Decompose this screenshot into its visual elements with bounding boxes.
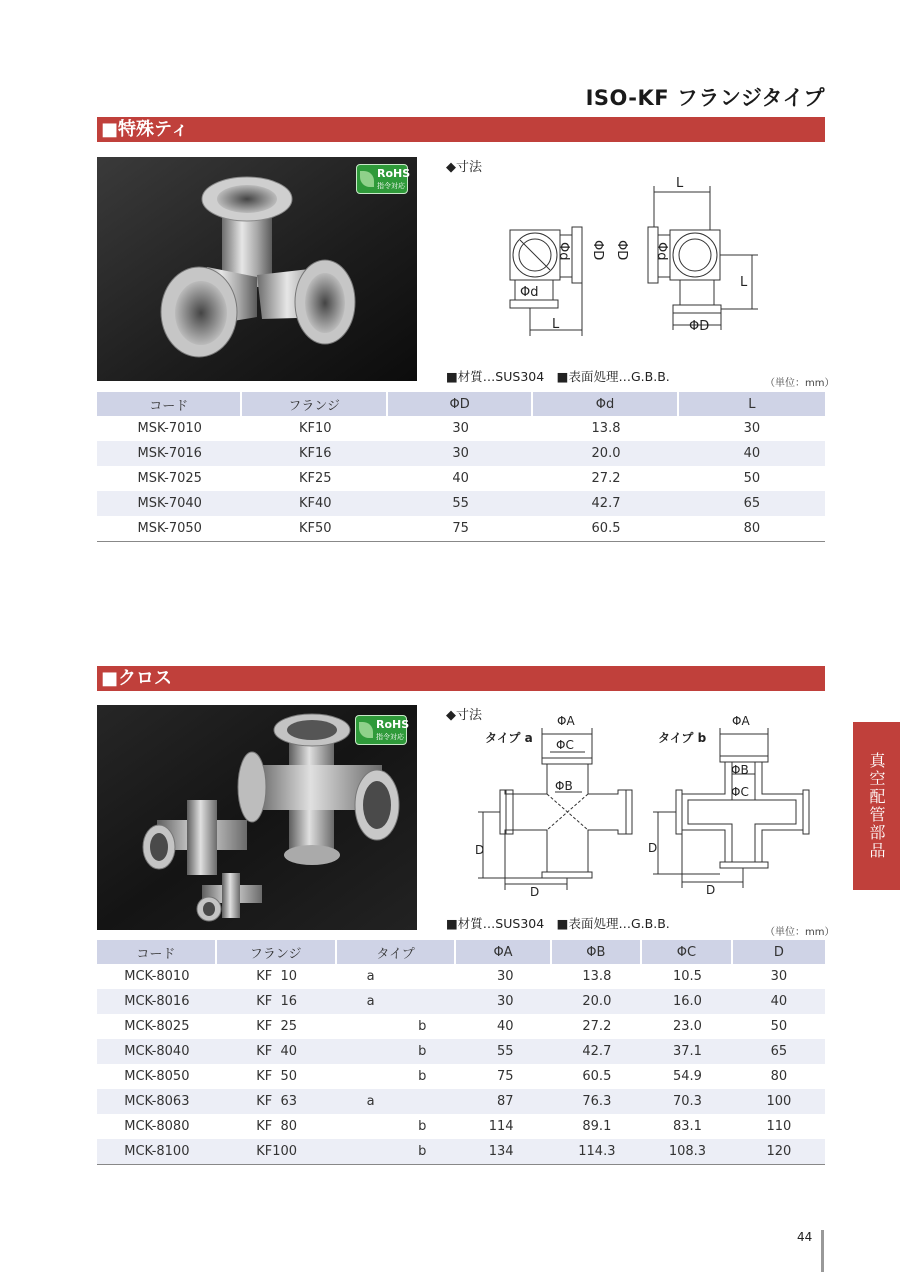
table-cell: a [337, 1089, 457, 1114]
table-cell: 55 [456, 1039, 551, 1064]
cross-b-label-D-horizontal: D [706, 883, 716, 897]
table-cell: KF 10 [256, 969, 298, 984]
table-cell: 13.8 [582, 969, 612, 984]
rohs-label: RoHS [376, 718, 410, 731]
column-header: ΦB [552, 940, 643, 964]
table-cell: MCK-8025 [124, 1019, 190, 1034]
table-row [97, 1039, 825, 1064]
rohs-sublabel: 指令対応 [376, 733, 404, 741]
column-header: ΦA [456, 940, 551, 964]
table-cell: 30 [497, 969, 514, 984]
tee-dimension-diagram [490, 170, 780, 345]
table-cell: KF 80 [256, 1119, 298, 1134]
table-cell: MCK-8080 [124, 1119, 190, 1134]
table-cell: 100 [733, 1089, 825, 1114]
section-title-cross: ■クロス [97, 666, 825, 691]
table-cell: 30 [770, 969, 788, 984]
table-cell: 40 [679, 441, 825, 466]
table-cell: KF25 [298, 471, 332, 486]
cross-material-note: ■材質…SUS304 ■表面処理…G.B.B. [446, 916, 670, 931]
table-cell: MSK-7025 [137, 471, 202, 486]
table-cell: b [337, 1039, 457, 1064]
column-header: コード [97, 940, 217, 964]
cross-type-b-label: タイプ b [658, 731, 707, 745]
table-cell: 54.9 [672, 1069, 702, 1084]
table-cell: MCK-8100 [97, 1139, 217, 1165]
table-cell: MCK-8040 [97, 1039, 217, 1064]
table-cell: 60.5 [533, 516, 678, 542]
rohs-badge [356, 164, 411, 194]
column-header: D [733, 940, 825, 964]
rohs-sublabel: 指令対応 [377, 182, 405, 190]
table-cell: 16.0 [642, 989, 733, 1014]
table-cell: 40 [497, 1019, 514, 1034]
tee-label-phi-d-left: Φd [556, 242, 571, 261]
cross-b-label-phi-A: ΦA [732, 714, 750, 728]
page-number: 44 [797, 1230, 813, 1244]
cross-b-label-phi-B: ΦB [731, 763, 749, 777]
cross-a-label-D-horizontal: D [530, 885, 540, 899]
tee-product-photo [97, 157, 417, 381]
table-cell: MSK-7016 [97, 441, 242, 466]
tee-material-note: ■材質…SUS304 ■表面処理…G.B.B. [446, 369, 670, 384]
column-header: ΦD [388, 392, 533, 416]
table-cell: MCK-8050 [124, 1069, 190, 1084]
table-cell: 110 [766, 1119, 792, 1134]
table-cell: KF 63 [217, 1089, 337, 1114]
table-cell: 114 [488, 1119, 514, 1134]
table-cell: 30 [388, 441, 533, 466]
column-header: Φd [533, 392, 678, 416]
table-row [97, 466, 825, 491]
tee-label-phi-D-bottom: ΦD [689, 319, 710, 334]
cross-unit-note: （単位：mm） [765, 927, 835, 938]
tee-label-L-right: L [740, 275, 748, 290]
table-cell: a [337, 989, 457, 1014]
table-cell: 50 [743, 471, 761, 486]
table-row [97, 1089, 825, 1114]
table-cell: 108.3 [642, 1139, 733, 1165]
table-cell: 23.0 [672, 1019, 702, 1034]
tee-label-phi-d-bottom: Φd [520, 285, 539, 300]
table-row [97, 1014, 825, 1039]
table-cell: 89.1 [582, 1119, 612, 1134]
table-cell: b [418, 1019, 427, 1034]
table-cell: 55 [388, 491, 533, 516]
table-cell: KF40 [242, 491, 387, 516]
table-cell: 80 [679, 516, 825, 542]
table-cell: 120 [733, 1139, 825, 1165]
page-title: ISO-KF フランジタイプ [585, 86, 825, 110]
table-cell: KF100 [217, 1139, 337, 1165]
table-row [97, 516, 825, 542]
table-row [97, 416, 825, 441]
table-cell: 42.7 [552, 1039, 643, 1064]
table-cell: 30 [452, 421, 469, 436]
tee-dims-label: ◆寸法 [446, 160, 482, 175]
table-row [97, 491, 825, 516]
table-cell: KF50 [242, 516, 387, 542]
column-header: フランジ [217, 940, 337, 964]
section-title-tee: ■特殊ティ [97, 117, 825, 142]
table-cell: 30 [743, 421, 761, 436]
column-header: フランジ [242, 392, 387, 416]
table-cell: 60.5 [582, 1069, 612, 1084]
table-cell: 50 [770, 1019, 788, 1034]
table-cell: 37.1 [642, 1039, 733, 1064]
table-cell: 30 [456, 989, 551, 1014]
table-cell: 27.2 [582, 1019, 612, 1034]
tee-label-phi-D-left: ΦD [590, 240, 605, 261]
cross-b-label-phi-C: ΦC [731, 785, 749, 799]
rohs-label: RoHS [377, 167, 411, 180]
column-header: ΦC [642, 940, 733, 964]
table-cell: 20.0 [552, 989, 643, 1014]
table-cell: KF 16 [217, 989, 337, 1014]
table-cell: MSK-7050 [97, 516, 242, 542]
table-cell: 40 [733, 989, 825, 1014]
table-cell: 87 [456, 1089, 551, 1114]
table-cell: 83.1 [672, 1119, 702, 1134]
table-cell: KF10 [298, 421, 332, 436]
table-cell: MCK-8010 [124, 969, 190, 984]
table-cell: MSK-7010 [137, 421, 202, 436]
table-cell: a [366, 969, 375, 984]
tee-unit-note: （単位：mm） [765, 378, 835, 389]
tee-label-phi-D-right: ΦD [614, 240, 629, 261]
table-row [97, 1064, 825, 1089]
table-cell: 27.2 [591, 471, 621, 486]
cross-dims-label: ◆寸法 [446, 708, 482, 723]
table-cell: KF 40 [217, 1039, 337, 1064]
table-cell: MCK-8063 [97, 1089, 217, 1114]
table-row [97, 1114, 825, 1139]
column-header: L [679, 392, 825, 416]
cross-spec-table [97, 940, 825, 1165]
table-cell: 20.0 [533, 441, 678, 466]
cross-a-label-D-vertical: D [475, 843, 485, 857]
category-side-tab: 真空配管部品 [853, 722, 900, 890]
table-cell: 80 [770, 1069, 788, 1084]
table-cell: 65 [679, 491, 825, 516]
table-cell: 76.3 [552, 1089, 643, 1114]
table-cell: MSK-7040 [97, 491, 242, 516]
table-cell: 75 [497, 1069, 514, 1084]
table-cell: 42.7 [533, 491, 678, 516]
table-row [97, 1139, 825, 1165]
page-number-rule [821, 1230, 824, 1272]
tee-spec-table [97, 392, 825, 542]
table-cell: 65 [733, 1039, 825, 1064]
table-cell: 114.3 [552, 1139, 643, 1165]
table-row [97, 989, 825, 1014]
leaf-icon [359, 722, 373, 738]
table-row [97, 964, 825, 989]
tee-label-L-top: L [676, 176, 684, 191]
table-cell: KF 25 [256, 1019, 298, 1034]
cross-a-label-phi-B: ΦB [555, 779, 573, 793]
rohs-badge [355, 715, 410, 745]
table-cell: 70.3 [642, 1089, 733, 1114]
table-cell: 10.5 [672, 969, 702, 984]
table-cell: KF16 [242, 441, 387, 466]
cross-a-label-phi-A: ΦA [557, 714, 575, 728]
cross-a-label-phi-C: ΦC [556, 738, 574, 752]
column-header: タイプ [337, 940, 457, 964]
tee-label-phi-d-right: Φd [654, 242, 669, 261]
table-cell: 75 [388, 516, 533, 542]
table-cell: 13.8 [591, 421, 621, 436]
tee-label-L-bottom: L [552, 317, 560, 332]
table-row [97, 441, 825, 466]
cross-type-a-label: タイプ a [485, 731, 533, 745]
table-cell: KF 50 [256, 1069, 298, 1084]
leaf-icon [360, 171, 374, 187]
table-cell: b [418, 1069, 427, 1084]
table-cell: 134 [456, 1139, 551, 1165]
cross-product-photo [97, 705, 417, 930]
table-cell: b [337, 1139, 457, 1165]
cross-b-label-D-vertical: D [648, 841, 658, 855]
table-cell: MCK-8016 [97, 989, 217, 1014]
column-header: コード [97, 392, 242, 416]
table-cell: b [418, 1119, 427, 1134]
table-cell: 40 [452, 471, 469, 486]
